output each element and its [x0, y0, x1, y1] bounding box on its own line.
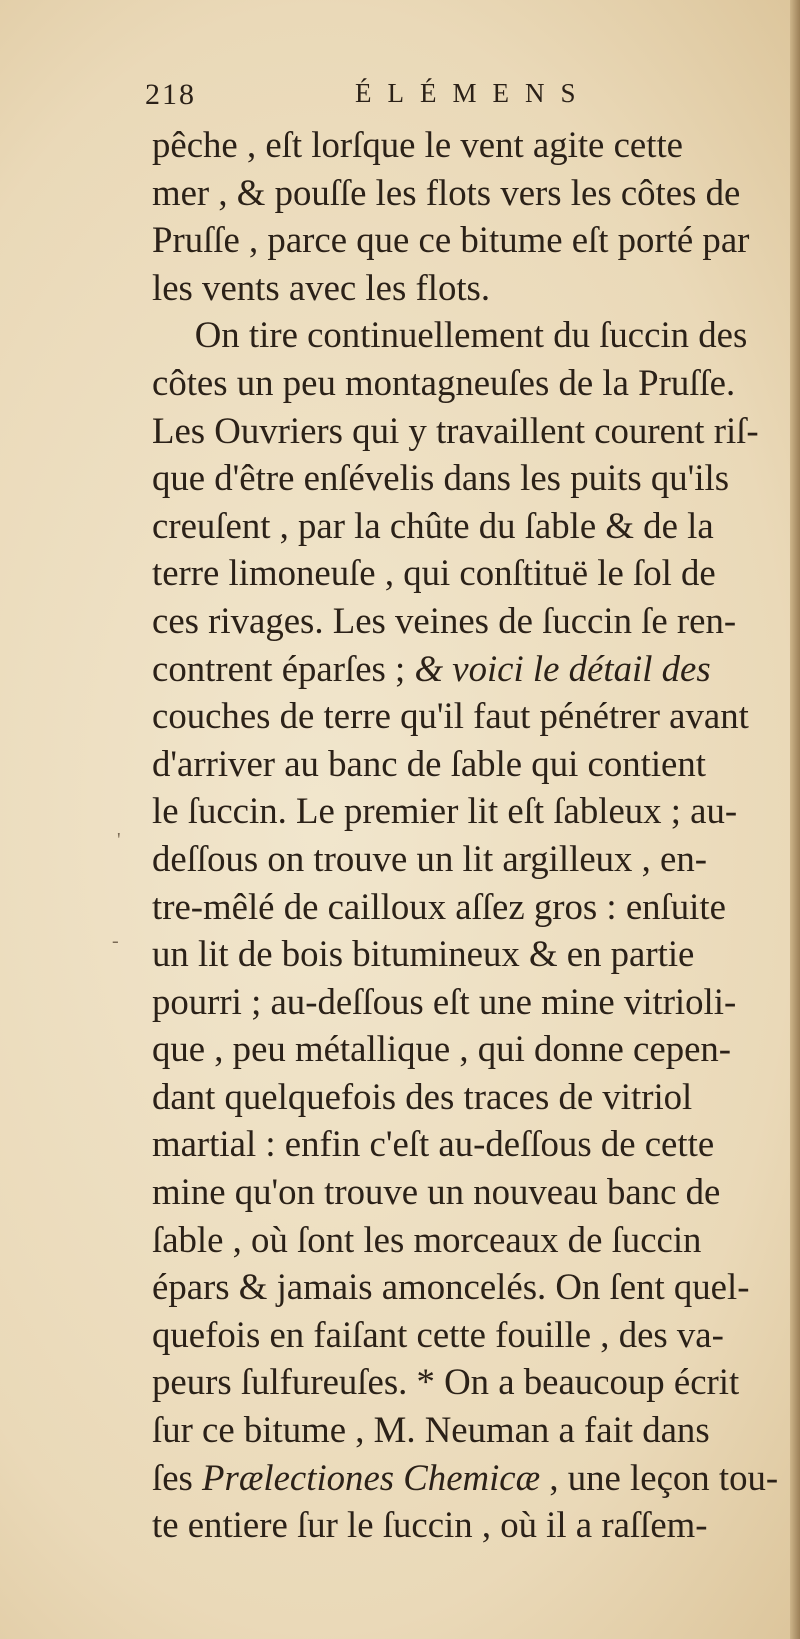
text-line	[152, 1455, 788, 1503]
text-line: te entiere ſur le ſuccin , où il a raſſem-	[152, 1505, 708, 1547]
text-roman: , une leçon tou-	[540, 1457, 779, 1499]
text-italic: & voici le détail des	[414, 648, 711, 690]
text-line: ſable , où ſont les morceaux de ſuccin	[152, 1219, 702, 1261]
text-line: On tire continuellement du ſuccin des	[194, 315, 748, 357]
text-line: quefois en faiſant cette fouille , des va-	[152, 1314, 724, 1356]
text-line: Les Ouvriers qui y travaillent courent riſ-	[152, 410, 759, 452]
text-line: ſur ce bitume , M. Neuman a fait dans	[152, 1410, 710, 1452]
text-line	[152, 646, 788, 694]
margin-tick: '	[117, 829, 121, 851]
text-line: que d'être enſévelis dans les puits qu'ils	[152, 458, 730, 500]
text-line: d'arriver au banc de ſable qui contient	[152, 743, 706, 785]
body-text	[152, 122, 792, 1550]
text-line: martial : enfin c'eſt au-deſſous de cette	[152, 1124, 715, 1166]
running-title: ÉLÉMENS	[355, 78, 592, 108]
text-line: terre limoneuſe , qui conſtituë le ſol de	[152, 553, 716, 595]
text-line: pourri ; au-deſſous eſt une mine vitrioli-	[152, 981, 737, 1023]
text-line: mer , & pouſſe les flots vers les côtes de	[152, 172, 741, 214]
text-roman: ſes	[152, 1457, 203, 1499]
page-header	[145, 70, 665, 122]
page-number: 218	[145, 78, 196, 111]
margin-dash: -	[112, 930, 119, 952]
text-line: tre-mêlé de cailloux aſſez gros : enſuite	[152, 886, 726, 928]
text-line: Pruſſe , parce que ce bitume eſt porté par	[152, 220, 750, 262]
text-line: épars & jamais amoncelés. On ſent quel-	[152, 1267, 750, 1309]
text-line: pêche , eſt lorſque le vent agite cette	[152, 125, 683, 166]
text-line: que , peu métallique , qui donne cepen-	[152, 1029, 732, 1071]
text-line: mine qu'on trouve un nouveau banc de	[152, 1172, 721, 1214]
text-italic: Prælectiones Chemicæ	[202, 1457, 541, 1499]
text-line: couches de terre qu'il faut pénétrer avant	[152, 696, 749, 738]
text-line: dant quelquefois des traces de vitriol	[152, 1076, 693, 1118]
text-line: un lit de bois bitumineux & en partie	[152, 934, 695, 976]
text-line: les vents avec les flots.	[152, 267, 491, 309]
text-line: creuſent , par la chûte du ſable & de la	[152, 505, 714, 547]
text-line: côtes un peu montagneuſes de la Pruſſe.	[152, 362, 736, 404]
text-line: ces rivages. Les veines de ſuccin ſe ren-	[152, 600, 737, 642]
text-line: peurs ſulfureuſes. * On a beaucoup écrit	[152, 1362, 740, 1404]
text-line: le ſuccin. Le premier lit eſt ſableux ; au-	[152, 791, 738, 833]
text-line: deſſous on trouve un lit argilleux , en-	[152, 838, 707, 880]
text-roman: contrent éparſes ;	[152, 648, 415, 690]
